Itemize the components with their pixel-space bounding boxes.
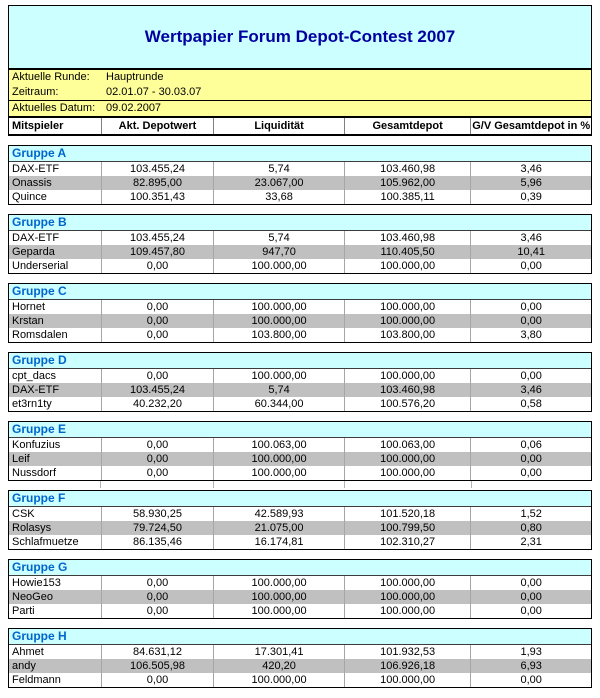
cell: 60.344,00 [213,397,344,411]
cell: Geparda [12,246,55,258]
cell: Underserial [12,260,69,272]
cell: NeoGeo [12,591,53,603]
cell: 100.000,00 [213,259,344,273]
cell: 103.460,98 [344,162,471,176]
cell: 0,00 [101,300,214,314]
cell: 0,00 [470,314,591,328]
groups [8,145,592,688]
table-row [9,397,591,411]
group-title: Gruppe C [9,284,591,300]
cell: 947,70 [213,245,344,259]
group-block [8,559,592,619]
cell: 0,58 [470,397,591,411]
cell: 0,00 [470,452,591,466]
cell: Ahmet [12,646,44,658]
cell: 58.930,25 [101,507,214,521]
cell: 0,00 [101,438,214,452]
cell: 2,31 [470,535,591,549]
column-header-depotwert: Akt. Depotwert [101,118,214,134]
group-gap [8,412,592,421]
group-title: Gruppe G [9,560,591,576]
cell: DAX-ETF [12,384,60,396]
cell: 10,41 [470,245,591,259]
cell: 0,00 [101,604,214,618]
cell: 0,00 [470,369,591,383]
info-value: 09.02.2007 [106,102,162,114]
cell: 3,46 [470,162,591,176]
cell: cpt_dacs [12,370,57,382]
cell: 100.000,00 [213,300,344,314]
group-block [8,421,592,481]
cell: Hornet [12,301,46,313]
cell: DAX-ETF [12,163,60,175]
column-header-mitspieler: Mitspieler [12,120,64,132]
cell: 3,46 [470,383,591,397]
cell: 103.800,00 [344,328,471,342]
cell: 17.301,41 [213,645,344,659]
cell: 109.457,80 [101,245,214,259]
cell: Schlafmuetze [12,536,79,548]
group-gap [8,274,592,283]
cell: 0,00 [101,590,214,604]
info-label: Aktuelle Runde: [12,71,90,83]
cell: 0,00 [470,604,591,618]
header-gap [8,136,592,145]
table-row [9,438,591,452]
cell: 16.174,81 [213,535,344,549]
table-row [9,300,591,314]
cell: 100.000,00 [213,369,344,383]
info-value: Hauptrunde [106,71,164,83]
table-row [9,176,591,190]
cell: 101.520,18 [344,507,471,521]
cell: Romsdalen [12,329,68,341]
cell: 100.000,00 [344,673,471,687]
table-row [9,673,591,687]
table-row [9,259,591,273]
cell: 5,74 [213,231,344,245]
cell: 105.962,00 [344,176,471,190]
column-header-liquiditaet: Liquidität [213,118,344,134]
cell: 3,80 [470,328,591,342]
cell: 0,00 [101,314,214,328]
cell: 106.926,18 [344,659,471,673]
table-row [9,576,591,590]
cell: 0,00 [101,466,214,480]
table-row [9,369,591,383]
cell: 103.455,24 [101,162,214,176]
cell: 100.351,43 [101,190,214,204]
table-row [9,466,591,480]
cell: CSK [12,508,35,520]
cell: 103.800,00 [213,328,344,342]
cell: 103.460,98 [344,231,471,245]
cell: 0,00 [101,328,214,342]
cell: 0,00 [470,466,591,480]
cell: DAX-ETF [12,232,60,244]
table-row [9,162,591,176]
cell: 106.505,98 [101,659,214,673]
info-row-runde [9,70,591,85]
table-row [9,535,591,549]
cell: 0,00 [101,673,214,687]
group-title: Gruppe D [9,353,591,369]
cell: Quince [12,191,47,203]
cell: 0,00 [101,259,214,273]
cell: 100.063,00 [344,438,471,452]
cell: 0,00 [101,576,214,590]
cell: 0,06 [470,438,591,452]
group-block [8,283,592,343]
cell: 100.000,00 [344,314,471,328]
cell: 100.000,00 [213,314,344,328]
cell: 1,93 [470,645,591,659]
cell: 101.932,53 [344,645,471,659]
cell: 100.000,00 [213,673,344,687]
group-gap [8,481,592,490]
cell: 100.000,00 [213,452,344,466]
group-gap [8,619,592,628]
cell: 5,74 [213,383,344,397]
cell: Nussdorf [12,467,57,479]
group-title: Gruppe H [9,629,591,645]
cell: Konfuzius [12,439,61,451]
cell: 110.405,50 [344,245,471,259]
cell: 0,00 [470,673,591,687]
cell: 6,93 [470,659,591,673]
cell: 100.000,00 [213,466,344,480]
group-block [8,490,592,550]
cell: 102.310,27 [344,535,471,549]
cell: 42.589,93 [213,507,344,521]
column-header-gesamtdepot: Gesamtdepot [344,118,471,134]
cell: 40.232,20 [101,397,214,411]
cell: 0,39 [470,190,591,204]
cell: 100.799,50 [344,521,471,535]
table-row [9,659,591,673]
group-block [8,214,592,274]
cell: 0,00 [470,590,591,604]
cell: 100.576,20 [344,397,471,411]
table-row [9,231,591,245]
cell: 103.455,24 [101,383,214,397]
info-value: 02.01.07 - 30.03.07 [106,86,202,98]
table-row [9,328,591,342]
table-row [9,590,591,604]
report-sheet [8,5,592,688]
cell: 0,80 [470,521,591,535]
group-gap [8,205,592,214]
cell: 100.000,00 [213,590,344,604]
group-block [8,352,592,412]
table-row [9,645,591,659]
cell: 103.460,98 [344,383,471,397]
table-row [9,604,591,618]
cell: 23.067,00 [213,176,344,190]
info-row-zeitraum [9,85,591,100]
cell: andy [12,660,36,672]
group-title: Gruppe A [9,146,591,162]
group-gap [8,343,592,352]
report-title-block [8,5,592,69]
cell: 1,52 [470,507,591,521]
info-label: Aktuelles Datum: [12,102,96,114]
cell: 100.000,00 [213,604,344,618]
cell: 21.075,00 [213,521,344,535]
cell: 0,00 [101,452,214,466]
cell: Feldmann [12,674,61,686]
header-row [9,118,591,134]
cell: Parti [12,605,35,617]
cell: 100.000,00 [344,466,471,480]
group-title: Gruppe E [9,422,591,438]
table-row [9,507,591,521]
cell: Rolasys [12,522,52,534]
cell: Krstan [12,315,44,327]
group-block [8,628,592,688]
cell: 84.631,12 [101,645,214,659]
cell: 100.063,00 [213,438,344,452]
cell: 100.000,00 [344,259,471,273]
table-row [9,314,591,328]
cell: 0,00 [470,576,591,590]
cell: 100.000,00 [344,576,471,590]
cell: 5,74 [213,162,344,176]
cell: Leif [12,453,30,465]
cell: 86.135,46 [101,535,214,549]
cell: 5,96 [470,176,591,190]
cell: 0,00 [470,300,591,314]
group-gap [8,550,592,559]
cell: 100.000,00 [213,576,344,590]
group-title: Gruppe B [9,215,591,231]
group-block [8,145,592,205]
table-row [9,452,591,466]
cell: Onassis [12,177,52,189]
cell: 33,68 [213,190,344,204]
table-row [9,521,591,535]
cell: 79.724,50 [101,521,214,535]
table-header [8,117,592,136]
table-row [9,190,591,204]
cell: et3rn1ty [12,398,52,410]
cell: 0,00 [470,259,591,273]
table-row [9,245,591,259]
cell: 100.000,00 [344,452,471,466]
cell: 100.000,00 [344,590,471,604]
cell: 82.895,00 [101,176,214,190]
cell: Howie153 [12,577,61,589]
cell: 0,00 [101,369,214,383]
cell: 100.000,00 [344,300,471,314]
cell: 100.000,00 [344,604,471,618]
cell: 420,20 [213,659,344,673]
column-header-gv: G/V Gesamtdepot in % [472,120,591,132]
cell: 100.000,00 [344,369,471,383]
cell: 103.455,24 [101,231,214,245]
info-label: Zeitraum: [12,86,59,98]
info-row-datum [9,101,591,116]
cell: 3,46 [470,231,591,245]
group-title: Gruppe F [9,491,591,507]
cell: 100.385,11 [344,190,471,204]
info-block-datum [8,101,592,117]
page-title: Wertpapier Forum Depot-Contest 2007 [144,27,456,46]
info-block-round [8,69,592,101]
table-row [9,383,591,397]
